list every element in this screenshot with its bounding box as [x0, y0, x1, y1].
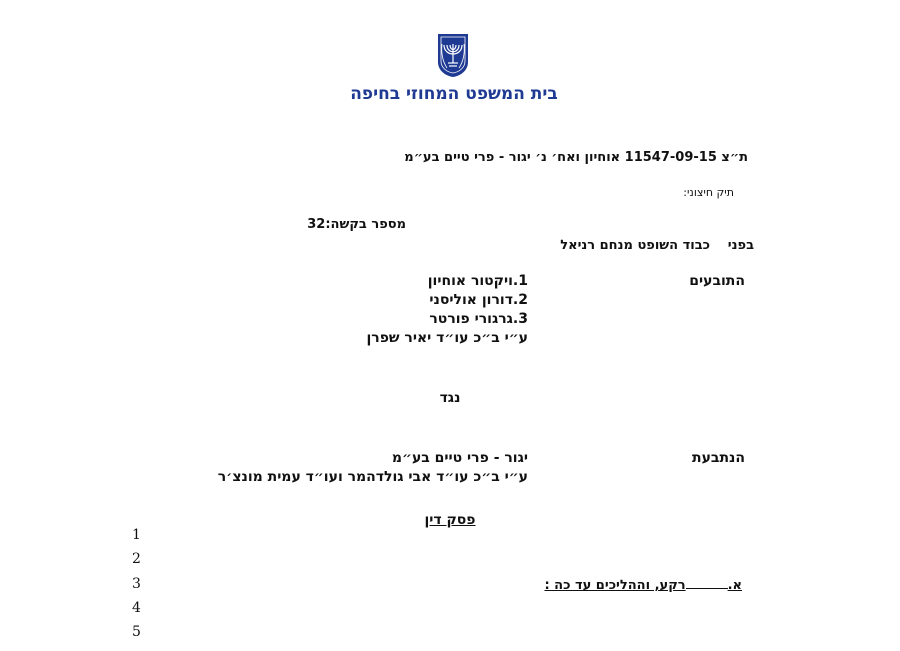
external-file-label: תיק חיצוני:	[683, 186, 734, 199]
plaintiffs-counsel: ע״י ב״כ עו״ד יאיר שפרן	[366, 330, 528, 346]
before-label: בפני	[727, 238, 754, 253]
line-number: 4	[132, 600, 141, 616]
defendant-counsel: ע״י ב״כ עו״ד אבי גולדהמר ועו״ד עמית מונצ׳ר	[217, 469, 528, 485]
line-number: 2	[132, 551, 141, 567]
verdict-title: פסק דין	[424, 512, 476, 528]
line-number: 3	[132, 576, 141, 592]
line-number: 1	[132, 527, 141, 543]
defendant-name: יגור - פרי טיים בע״מ	[391, 450, 528, 466]
line-number: 5	[132, 624, 141, 640]
state-emblem-icon	[436, 32, 470, 78]
plaintiff-line: 1.ויקטור אוחיון	[427, 273, 528, 289]
plaintiffs-label: התובעים	[689, 273, 745, 289]
defendant-label: הנתבעת	[692, 450, 745, 466]
plaintiff-line: 2.דורון אוליסני	[429, 292, 528, 308]
court-name: בית המשפט המחוזי בחיפה	[350, 84, 558, 104]
plaintiff-line: 3.גרגורי פורטר	[429, 311, 528, 327]
versus-label: נגד	[439, 390, 461, 406]
case-number-line: ת״צ 11547-09-15 אוחיון ואח׳ נ׳ יגור - פרי טיים בע״מ	[404, 150, 748, 165]
judge-name: כבוד השופט מנחם רניאל	[560, 238, 710, 253]
section-a-heading	[544, 577, 742, 593]
underline-gap	[686, 577, 728, 589]
section-letter: א.	[727, 578, 742, 593]
request-number: מספר בקשה:32	[307, 217, 406, 232]
section-title: רקע, וההליכים עד כה :	[544, 578, 686, 593]
